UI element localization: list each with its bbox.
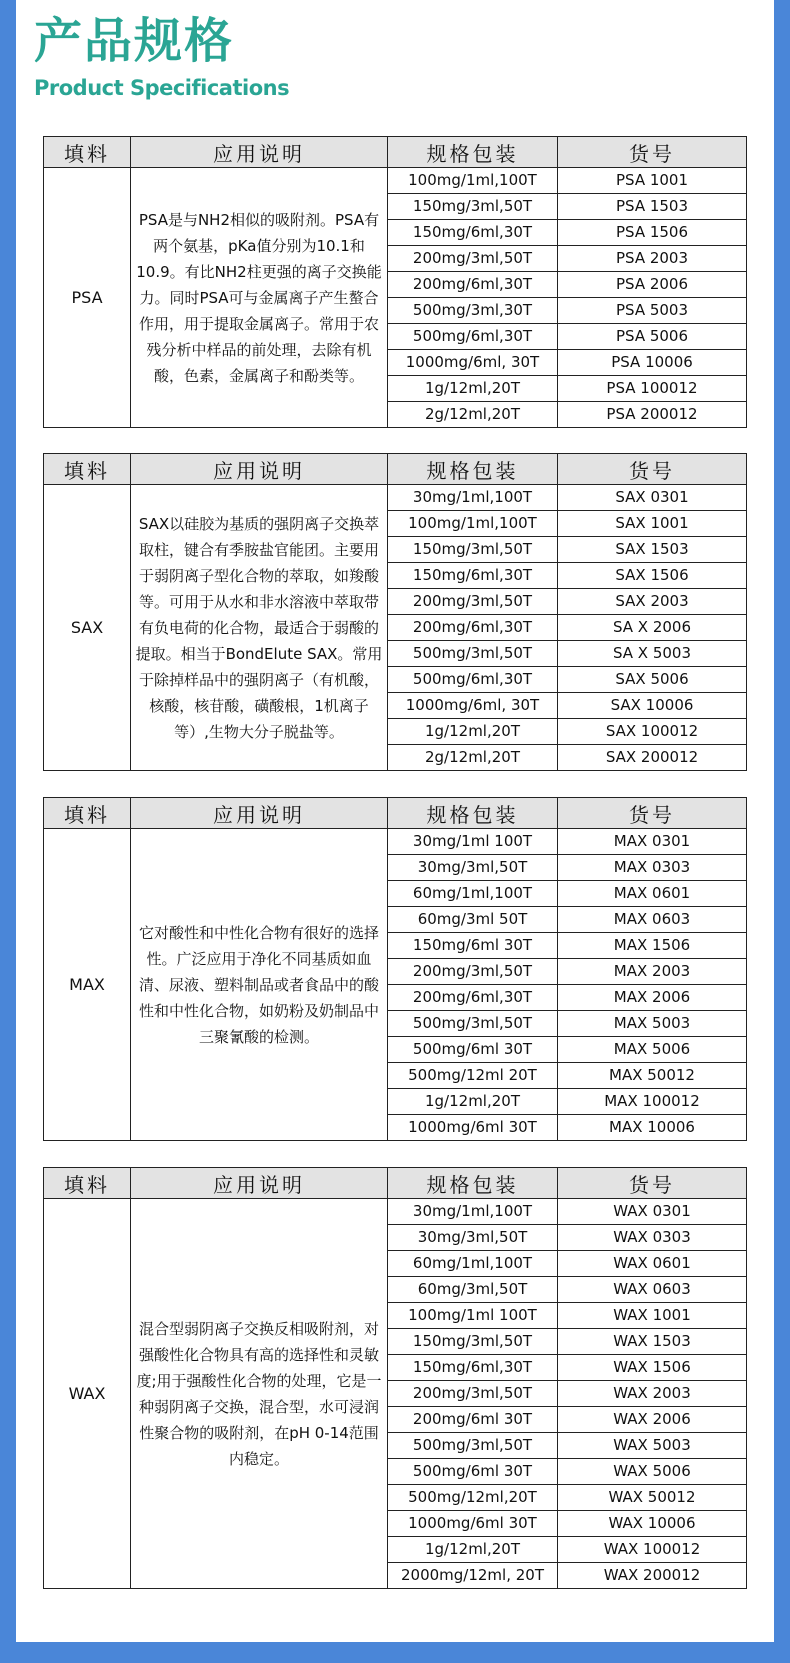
catalog-number-cell: PSA 1503 <box>558 194 747 220</box>
catalog-number-cell: PSA 5003 <box>558 298 747 324</box>
catalog-number-cell: SAX 0301 <box>558 485 747 511</box>
page-title: 产品规格 <box>34 13 235 69</box>
table-header-row <box>44 454 747 485</box>
spec-cell: 500mg/12ml 20T <box>388 1063 558 1089</box>
spec-cell: 500mg/6ml,30T <box>388 667 558 693</box>
catalog-number-cell: MAX 0301 <box>558 829 747 855</box>
page-subtitle: Product Specifications <box>34 76 290 100</box>
fill-cell: PSA <box>44 168 131 428</box>
column-header: 货号 <box>558 1168 747 1199</box>
column-header: 应用说明 <box>131 1168 388 1199</box>
spec-cell: 500mg/12ml,20T <box>388 1485 558 1511</box>
spec-cell: 100mg/1ml,100T <box>388 168 558 194</box>
spec-cell: 60mg/3ml 50T <box>388 907 558 933</box>
catalog-number-cell: PSA 100012 <box>558 376 747 402</box>
spec-table-psa <box>43 136 747 428</box>
spec-cell: 200mg/3ml,50T <box>388 246 558 272</box>
catalog-number-cell: MAX 2003 <box>558 959 747 985</box>
spec-cell: 100mg/1ml 100T <box>388 1303 558 1329</box>
spec-cell: 1g/12ml,20T <box>388 1537 558 1563</box>
catalog-number-cell: WAX 10006 <box>558 1511 747 1537</box>
column-header: 应用说明 <box>131 798 388 829</box>
spec-cell: 150mg/3ml,50T <box>388 1329 558 1355</box>
table-row <box>44 168 747 194</box>
column-header: 应用说明 <box>131 454 388 485</box>
catalog-number-cell: SAX 100012 <box>558 719 747 745</box>
fill-cell: WAX <box>44 1199 131 1589</box>
catalog-number-cell: WAX 1503 <box>558 1329 747 1355</box>
spec-cell: 500mg/6ml,30T <box>388 324 558 350</box>
catalog-number-cell: WAX 0603 <box>558 1277 747 1303</box>
spec-cell: 2g/12ml,20T <box>388 402 558 428</box>
catalog-number-cell: SAX 5006 <box>558 667 747 693</box>
catalog-number-cell: WAX 1001 <box>558 1303 747 1329</box>
spec-cell: 150mg/6ml,30T <box>388 563 558 589</box>
spec-table-sax <box>43 453 747 771</box>
description-cell: 混合型弱阴离子交换反相吸附剂，对强酸性化合物具有高的选择性和灵敏度;用于强酸性化合物的处理，它是一种弱阴离子交换，混合型，水可浸润性聚合物的吸附剂，在pH 0-14范围内稳定。 <box>131 1199 388 1589</box>
catalog-number-cell: WAX 50012 <box>558 1485 747 1511</box>
spec-cell: 30mg/1ml 100T <box>388 829 558 855</box>
spec-cell: 150mg/6ml,30T <box>388 1355 558 1381</box>
table-row <box>44 485 747 511</box>
column-header: 规格包装 <box>388 137 558 168</box>
spec-cell: 60mg/1ml,100T <box>388 881 558 907</box>
column-header: 货号 <box>558 798 747 829</box>
column-header: 应用说明 <box>131 137 388 168</box>
spec-cell: 1000mg/6ml 30T <box>388 1115 558 1141</box>
spec-cell: 500mg/3ml,50T <box>388 1011 558 1037</box>
column-header: 规格包装 <box>388 798 558 829</box>
spec-cell: 200mg/6ml,30T <box>388 272 558 298</box>
catalog-number-cell: MAX 50012 <box>558 1063 747 1089</box>
spec-cell: 60mg/1ml,100T <box>388 1251 558 1277</box>
spec-cell: 200mg/6ml 30T <box>388 1407 558 1433</box>
spec-cell: 1g/12ml,20T <box>388 1089 558 1115</box>
catalog-number-cell: MAX 1506 <box>558 933 747 959</box>
catalog-number-cell: MAX 5006 <box>558 1037 747 1063</box>
table-row <box>44 829 747 855</box>
catalog-number-cell: SA X 5003 <box>558 641 747 667</box>
catalog-number-cell: SAX 1001 <box>558 511 747 537</box>
catalog-number-cell: SAX 1503 <box>558 537 747 563</box>
catalog-number-cell: WAX 2006 <box>558 1407 747 1433</box>
fill-cell: SAX <box>44 485 131 771</box>
catalog-number-cell: MAX 0601 <box>558 881 747 907</box>
spec-cell: 500mg/6ml 30T <box>388 1459 558 1485</box>
table-header-row <box>44 798 747 829</box>
table-header-row <box>44 1168 747 1199</box>
spec-cell: 60mg/3ml,50T <box>388 1277 558 1303</box>
spec-cell: 100mg/1ml,100T <box>388 511 558 537</box>
description-cell: PSA是与NH2相似的吸附剂。PSA有两个氨基，pKa值分别为10.1和10.9。有比NH2柱更强的离子交换能力。同时PSA可与金属离子产生螯合作用，用于提取金属离子。常用于农残分析中样品的前处理，去除有机酸，色素，金属离子和酚类等。 <box>131 168 388 428</box>
spec-cell: 200mg/3ml,50T <box>388 589 558 615</box>
spec-cell: 200mg/3ml,50T <box>388 1381 558 1407</box>
fill-cell: MAX <box>44 829 131 1141</box>
spec-cell: 30mg/1ml,100T <box>388 1199 558 1225</box>
description-cell: SAX以硅胶为基质的强阴离子交换萃取柱，键合有季胺盐官能团。主要用于弱阴离子型化合物的萃取，如羧酸等。可用于从水和非水溶液中萃取带有负电荷的化合物，最适合于弱酸的提取。相当于BondElute SAX。常用于除掉样品中的强阴离子（有机酸，核酸，核苷酸，磺酸根，1机离子等）,生物大分子脱盐等。 <box>131 485 388 771</box>
catalog-number-cell: WAX 200012 <box>558 1563 747 1589</box>
bottom-frame <box>0 1642 790 1663</box>
spec-cell: 500mg/3ml,50T <box>388 641 558 667</box>
catalog-number-cell: SAX 10006 <box>558 693 747 719</box>
catalog-number-cell: WAX 0601 <box>558 1251 747 1277</box>
spec-table-wax <box>43 1167 747 1589</box>
catalog-number-cell: MAX 0303 <box>558 855 747 881</box>
spec-cell: 150mg/3ml,50T <box>388 537 558 563</box>
catalog-number-cell: PSA 1001 <box>558 168 747 194</box>
spec-table-max <box>43 797 747 1141</box>
catalog-number-cell: WAX 1506 <box>558 1355 747 1381</box>
column-header: 货号 <box>558 137 747 168</box>
column-header: 填料 <box>44 454 131 485</box>
column-header: 填料 <box>44 798 131 829</box>
spec-cell: 150mg/3ml,50T <box>388 194 558 220</box>
spec-cell: 200mg/6ml,30T <box>388 615 558 641</box>
catalog-number-cell: WAX 2003 <box>558 1381 747 1407</box>
catalog-number-cell: SAX 2003 <box>558 589 747 615</box>
catalog-number-cell: SAX 1506 <box>558 563 747 589</box>
column-header: 货号 <box>558 454 747 485</box>
catalog-number-cell: SA X 2006 <box>558 615 747 641</box>
spec-cell: 1000mg/6ml 30T <box>388 1511 558 1537</box>
spec-cell: 1000mg/6ml, 30T <box>388 350 558 376</box>
catalog-number-cell: PSA 10006 <box>558 350 747 376</box>
spec-cell: 500mg/6ml 30T <box>388 1037 558 1063</box>
spec-cell: 150mg/6ml,30T <box>388 220 558 246</box>
spec-cell: 150mg/6ml 30T <box>388 933 558 959</box>
catalog-number-cell: PSA 2003 <box>558 246 747 272</box>
page <box>16 0 774 1642</box>
catalog-number-cell: WAX 100012 <box>558 1537 747 1563</box>
catalog-number-cell: WAX 5006 <box>558 1459 747 1485</box>
catalog-number-cell: WAX 0303 <box>558 1225 747 1251</box>
catalog-number-cell: MAX 0603 <box>558 907 747 933</box>
spec-cell: 200mg/6ml,30T <box>388 985 558 1011</box>
spec-cell: 1000mg/6ml, 30T <box>388 693 558 719</box>
catalog-number-cell: PSA 1506 <box>558 220 747 246</box>
catalog-number-cell: PSA 5006 <box>558 324 747 350</box>
table-header-row <box>44 137 747 168</box>
spec-cell: 1g/12ml,20T <box>388 376 558 402</box>
catalog-number-cell: WAX 0301 <box>558 1199 747 1225</box>
catalog-number-cell: WAX 5003 <box>558 1433 747 1459</box>
spec-cell: 1g/12ml,20T <box>388 719 558 745</box>
catalog-number-cell: PSA 200012 <box>558 402 747 428</box>
catalog-number-cell: MAX 10006 <box>558 1115 747 1141</box>
spec-cell: 2g/12ml,20T <box>388 745 558 771</box>
catalog-number-cell: MAX 100012 <box>558 1089 747 1115</box>
column-header: 规格包装 <box>388 1168 558 1199</box>
column-header: 填料 <box>44 137 131 168</box>
catalog-number-cell: SAX 200012 <box>558 745 747 771</box>
catalog-number-cell: PSA 2006 <box>558 272 747 298</box>
table-row <box>44 1199 747 1225</box>
column-header: 规格包装 <box>388 454 558 485</box>
spec-cell: 500mg/3ml,30T <box>388 298 558 324</box>
column-header: 填料 <box>44 1168 131 1199</box>
spec-cell: 30mg/1ml,100T <box>388 485 558 511</box>
spec-cell: 500mg/3ml,50T <box>388 1433 558 1459</box>
catalog-number-cell: MAX 2006 <box>558 985 747 1011</box>
description-cell: 它对酸性和中性化合物有很好的选择性。广泛应用于净化不同基质如血清、尿液、塑料制品或者食品中的酸性和中性化合物，如奶粉及奶制品中三聚氰酸的检测。 <box>131 829 388 1141</box>
spec-cell: 30mg/3ml,50T <box>388 855 558 881</box>
spec-cell: 200mg/3ml,50T <box>388 959 558 985</box>
catalog-number-cell: MAX 5003 <box>558 1011 747 1037</box>
spec-cell: 2000mg/12ml, 20T <box>388 1563 558 1589</box>
spec-cell: 30mg/3ml,50T <box>388 1225 558 1251</box>
